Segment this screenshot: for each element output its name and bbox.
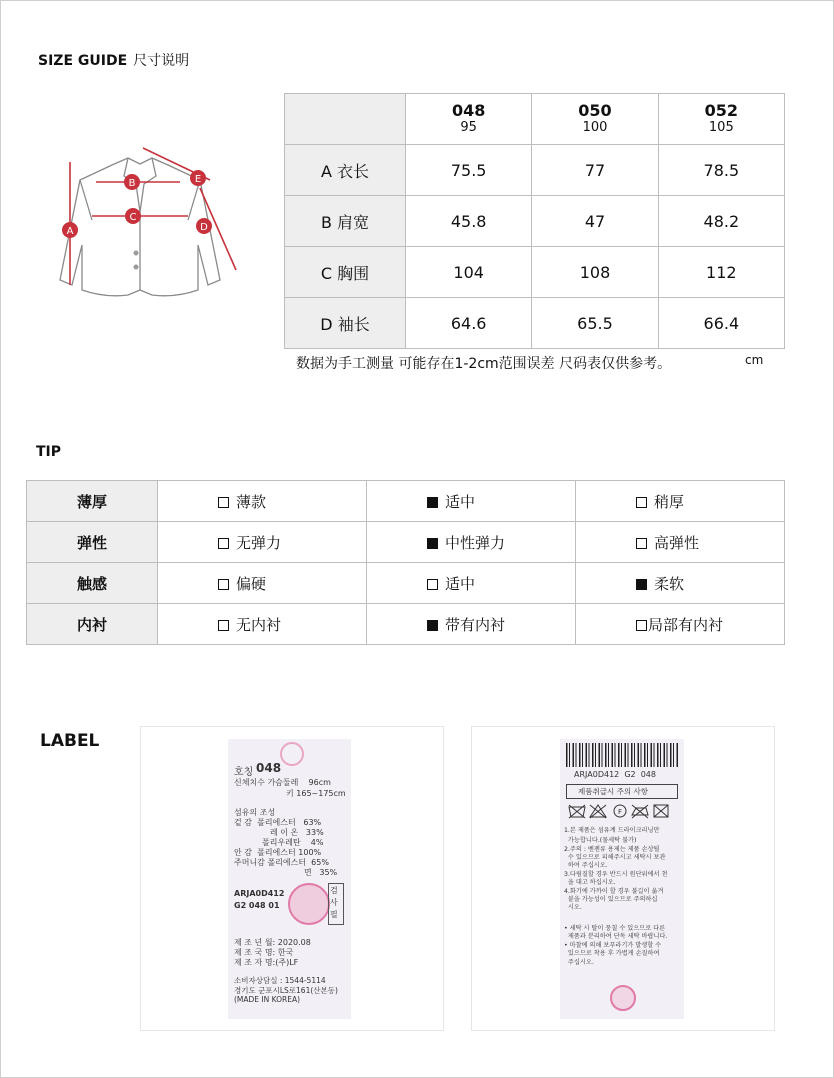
tip-row-thickness xyxy=(27,481,785,522)
size-row-length xyxy=(285,145,785,196)
inspection-label: 검사필 xyxy=(330,886,338,919)
size-guide-heading xyxy=(38,50,189,70)
care-line: 3.다림질할 경우 반드시 원단위에서 천 xyxy=(564,871,668,878)
size-cell: 77 xyxy=(532,145,658,196)
svg-text:F: F xyxy=(617,808,623,816)
marker-b-icon xyxy=(124,174,140,190)
size-cell: 108 xyxy=(532,247,658,298)
checkbox-empty-icon xyxy=(218,497,229,508)
tip-option: 无弹力 xyxy=(158,522,367,563)
care-line: 있으므로 착용 후 가볍게 손질하여 xyxy=(564,950,660,957)
tag-contact-line: 경기도 군포시LS로161(산본동) xyxy=(234,986,338,995)
marker-a-icon xyxy=(62,222,78,238)
size-col-048: 048 95 xyxy=(406,94,532,145)
marker-d-icon xyxy=(196,218,212,234)
care-title: 제품취급시 주의 사항 xyxy=(578,787,648,796)
tag-composition-line: 폴리우레탄 4% xyxy=(262,838,324,847)
care-tag-image xyxy=(560,739,684,1019)
marker-e-icon xyxy=(190,170,206,186)
tip-option: 稍厚 xyxy=(576,481,785,522)
checkbox-filled-icon xyxy=(427,620,438,631)
tip-option: 高弹性 xyxy=(576,522,785,563)
size-row-label: D 袖长 xyxy=(285,298,406,349)
care-line: 붙을 가능성이 있으므로 주의하십 xyxy=(564,896,658,903)
size-table-corner xyxy=(285,94,406,145)
tag-contact-line: 소비자상담실 : 1544-5114 xyxy=(234,976,326,985)
tip-option: 中性弹力 xyxy=(367,522,576,563)
size-cell: 66.4 xyxy=(658,298,784,349)
size-cell: 64.6 xyxy=(406,298,532,349)
care-line: 1.본 제품은 섬유계 드라이크리닝만 xyxy=(564,827,660,834)
size-row-sleeve xyxy=(285,298,785,349)
checkbox-filled-icon xyxy=(636,579,647,590)
checkbox-empty-icon xyxy=(218,538,229,549)
tag-composition-line: 레 이 온 33% xyxy=(270,828,324,837)
inspection-stamp-icon xyxy=(288,883,330,925)
label-title: LABEL xyxy=(40,731,100,751)
care-line: 하여 주십시오. xyxy=(564,862,608,869)
tip-option: 偏硬 xyxy=(158,563,367,604)
label-card-size-tag xyxy=(140,726,444,1031)
tip-row-label: 薄厚 xyxy=(27,481,158,522)
tag-size-label: 호칭 xyxy=(234,767,254,778)
tip-row-label: 触感 xyxy=(27,563,158,604)
checkbox-empty-icon xyxy=(218,620,229,631)
tip-row-lining xyxy=(27,604,785,645)
size-note: 数据为手工测量 可能存在1-2cm范围误差 尺码表仅供参考。 xyxy=(296,356,672,372)
tip-row-label: 内衬 xyxy=(27,604,158,645)
tag-manufacture-line: 제 조 자 명:(주)LF xyxy=(234,958,299,967)
tip-row-touch xyxy=(27,563,785,604)
size-cell: 78.5 xyxy=(658,145,784,196)
tag-body-line: 신체치수 가슴둘레 96cm xyxy=(234,778,331,787)
checkbox-filled-icon xyxy=(427,538,438,549)
tag-composition-line: 겉 감 폴리에스터 63% xyxy=(234,818,322,827)
care-line: • 세탁 시 탈이 뭉칠 수 있으므로 다른 xyxy=(564,925,666,932)
size-row-chest xyxy=(285,247,785,298)
marker-c-icon xyxy=(125,208,141,224)
care-line: • 마찰에 의해 보푸라기가 발생할 수 xyxy=(564,942,662,949)
tip-table xyxy=(26,480,785,645)
size-tag-image xyxy=(228,739,351,1019)
tip-option: 适中 xyxy=(367,481,576,522)
tip-option: 局部有内衬 xyxy=(576,604,785,645)
checkbox-empty-icon xyxy=(636,620,647,631)
tip-row-elasticity xyxy=(27,522,785,563)
size-cell: 65.5 xyxy=(532,298,658,349)
size-row-shoulder xyxy=(285,196,785,247)
tip-option: 柔软 xyxy=(576,563,785,604)
tip-title: TIP xyxy=(36,444,62,460)
tag-height-line: 키 165~175cm xyxy=(286,789,346,798)
barcode-icon xyxy=(566,743,678,767)
tag-composition-title: 섬유의 조성 xyxy=(234,808,276,817)
size-cell: 104 xyxy=(406,247,532,298)
tag-composition-line: 주머니감 폴리에스터 65% xyxy=(234,858,329,867)
care-line: 수 있으므로 피해주시고 세탁시 보관 xyxy=(564,854,666,861)
tag-composition-line: 안 감 폴리에스터 100% xyxy=(234,848,322,857)
care-line: 가능합니다.(물세탁 불가) xyxy=(564,837,637,844)
tag-top-stamp-icon xyxy=(280,742,304,766)
size-cell: 48.2 xyxy=(658,196,784,247)
size-unit: cm xyxy=(745,353,764,367)
care-symbols-icon xyxy=(568,803,676,819)
size-row-label: A 衣长 xyxy=(285,145,406,196)
checkbox-empty-icon xyxy=(427,579,438,590)
tag-manufacture-line: 제 조 년 월: 2020.08 xyxy=(234,938,311,947)
svg-text:A: A xyxy=(66,226,74,237)
svg-text:D: D xyxy=(200,222,208,233)
tag-contact-line: (MADE IN KOREA) xyxy=(234,995,301,1004)
size-cell: 112 xyxy=(658,247,784,298)
tag-size-value: 048 xyxy=(256,761,282,775)
tip-option: 无内衬 xyxy=(158,604,367,645)
size-row-label: C 胸围 xyxy=(285,247,406,298)
tag-manufacture-line: 제 조 국 명: 한국 xyxy=(234,948,294,957)
care-line: 2.주의 : 벤젠류 용제는 제품 손상될 xyxy=(564,846,660,853)
checkbox-filled-icon xyxy=(427,497,438,508)
size-col-052: 052 105 xyxy=(658,94,784,145)
size-row-label: B 肩宽 xyxy=(285,196,406,247)
care-line: 을 대고 하십시오. xyxy=(564,879,616,886)
care-tag-code: ARJA0D412 G2 048 xyxy=(574,770,656,779)
tip-option: 薄款 xyxy=(158,481,367,522)
tag-product-code: ARJA0D412 xyxy=(234,889,285,898)
tip-row-label: 弹性 xyxy=(27,522,158,563)
tip-option: 带有内衬 xyxy=(367,604,576,645)
size-col-050: 050 100 xyxy=(532,94,658,145)
pass-stamp-icon xyxy=(610,985,636,1011)
tip-option: 适中 xyxy=(367,563,576,604)
svg-text:C: C xyxy=(129,212,137,223)
checkbox-empty-icon xyxy=(218,579,229,590)
size-table-header xyxy=(285,94,785,145)
size-cell: 45.8 xyxy=(406,196,532,247)
size-cell: 47 xyxy=(532,196,658,247)
jacket-measurement-diagram xyxy=(40,140,245,305)
svg-text:E: E xyxy=(194,174,202,185)
svg-text:B: B xyxy=(128,178,136,189)
checkbox-empty-icon xyxy=(636,538,647,549)
care-line: 시오. xyxy=(564,904,582,911)
care-line: 주십시오. xyxy=(564,959,594,966)
size-table xyxy=(284,93,785,349)
tag-product-code-2: G2 048 01 xyxy=(234,901,280,910)
size-guide-title: SIZE GUIDE xyxy=(38,53,128,69)
size-guide-title-cn: 尺寸说明 xyxy=(133,53,190,69)
care-line: 4.화기에 가까이 할 경우 불길이 옮겨 xyxy=(564,888,664,895)
care-line: 제품과 분리하여 단독 세탁 바랍니다. xyxy=(564,933,668,940)
tag-composition-line: 면 35% xyxy=(304,868,338,877)
size-cell: 75.5 xyxy=(406,145,532,196)
checkbox-empty-icon xyxy=(636,497,647,508)
label-card-care-tag xyxy=(471,726,775,1031)
